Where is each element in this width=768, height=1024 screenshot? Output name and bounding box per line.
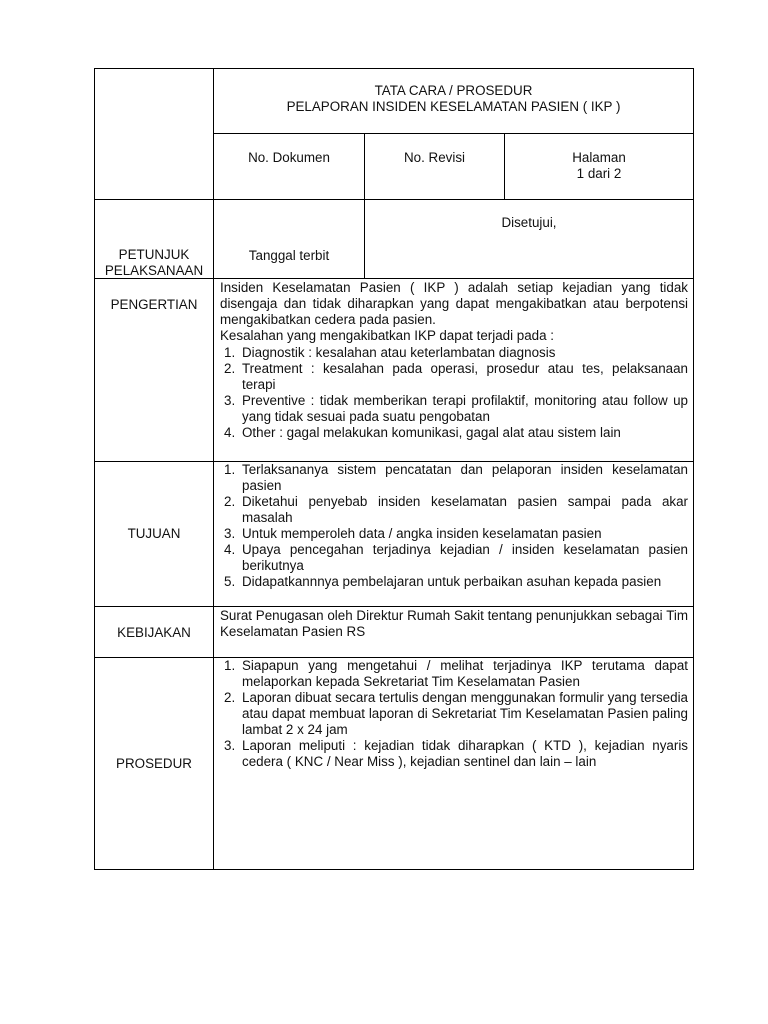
- list-item: [220, 574, 688, 590]
- section-label-petunjuk-pelaksanaan: [95, 247, 213, 279]
- list-number: 2.: [224, 494, 236, 509]
- no-revisi-label: No. Revisi: [403, 150, 466, 165]
- list-item: [220, 738, 688, 770]
- header-divider: [213, 133, 694, 134]
- table-border-bottom: [94, 869, 694, 870]
- table-border-right: [693, 68, 694, 870]
- list-number: 2.: [224, 690, 236, 705]
- list-text: Siapapun yang mengetahui / melihat terjadinya IKP terutama dapat melaporkan kepada Sekretariat Tim Keselamatan Pasien: [242, 658, 688, 689]
- list-item: [220, 658, 688, 690]
- section-label-kebijakan: KEBIJAKAN: [117, 625, 191, 640]
- list-item: [220, 361, 688, 393]
- pengertian-intro: Kesalahan yang mengakibatkan IKP dapat terjadi pada :: [220, 328, 555, 343]
- list-item: [220, 494, 688, 526]
- list-text: Treatment : kesalahan pada operasi, prosedur atau tes, pelaksanaan terapi: [242, 361, 688, 392]
- list-text: Diketahui penyebab insiden keselamatan pasien sampai pada akar masalah: [242, 494, 688, 525]
- title-line-1: TATA CARA / PROSEDUR: [374, 83, 533, 98]
- halaman-label: Halaman: [572, 150, 626, 165]
- title-line-2: PELAPORAN INSIDEN KESELAMATAN PASIEN ( IKP ): [286, 99, 621, 114]
- kebijakan-text: Surat Penugasan oleh Direktur Rumah Sakit tentang penunjukkan sebagai Tim Keselamatan Pasien RS: [220, 608, 688, 639]
- tujuan-list: [220, 462, 688, 590]
- list-item: [220, 526, 688, 542]
- tujuan-bottom-border: [94, 606, 694, 607]
- list-number: 3.: [224, 393, 236, 408]
- list-text: Diagnostik : kesalahan atau keterlambatan diagnosis: [242, 345, 556, 360]
- pengertian-content: [220, 280, 688, 344]
- table-border-left: [94, 68, 95, 870]
- label-column-divider: [213, 68, 214, 870]
- table-border-top: [94, 68, 694, 69]
- list-item: [220, 425, 688, 441]
- list-number: 1.: [224, 658, 236, 673]
- section-label-prosedur: PROSEDUR: [116, 756, 192, 771]
- list-text: Laporan dibuat secara tertulis dengan menggunakan formulir yang tersedia atau dapat membuat laporan di Sekretariat Tim Keselamatan Pasien paling lambat 2 x 24 jam: [242, 690, 688, 737]
- pengertian-list: [220, 345, 688, 441]
- list-text: Preventive : tidak memberikan terapi profilaktif, monitoring atau follow up yang tidak sesuai pada suatu pengobatan: [242, 393, 688, 424]
- list-number: 3.: [224, 738, 236, 753]
- list-item: [220, 345, 688, 361]
- list-number: 1.: [224, 462, 236, 477]
- petunjuk-label: PETUNJUK: [118, 247, 190, 262]
- no-dokumen-label: No. Dokumen: [248, 150, 330, 165]
- list-item: [220, 393, 688, 425]
- disetujui-label: Disetujui,: [501, 215, 557, 230]
- list-number: 3.: [224, 526, 236, 541]
- pelaksanaan-label: PELAKSANAAN: [104, 263, 204, 278]
- list-number: 5.: [224, 574, 236, 589]
- list-number: 4.: [224, 425, 236, 440]
- list-number: 2.: [224, 361, 236, 376]
- list-item: [220, 542, 688, 574]
- pengertian-definition: Insiden Keselamatan Pasien ( IKP ) adalah setiap kejadian yang tidak disengaja dan tidak diharapkan yang dapat mengakibatkan atau berpotensi mengakibatkan cedera pada pasien.: [220, 280, 688, 327]
- list-text: Laporan meliputi : kejadian tidak diharapkan ( KTD ), kejadian nyaris cedera ( KNC / Near Miss ), kejadian sentinel dan lain – lain: [242, 738, 688, 769]
- list-item: [220, 462, 688, 494]
- prosedur-list: [220, 658, 688, 770]
- section-label-pengertian: PENGERTIAN: [110, 297, 198, 312]
- list-number: 1.: [224, 345, 236, 360]
- list-text: Other : gagal melakukan komunikasi, gagal alat atau sistem lain: [242, 425, 621, 440]
- list-number: 4.: [224, 542, 236, 557]
- list-text: Terlaksananya sistem pencatatan dan pelaporan insiden keselamatan pasien: [242, 462, 688, 493]
- document-title: [214, 82, 693, 116]
- header-bottom-border: [94, 199, 694, 200]
- list-text: Upaya pencegahan terjadinya kejadian / insiden keselamatan pasien berikutnya: [242, 542, 688, 573]
- tanggal-terbit-label: Tanggal terbit: [248, 248, 330, 263]
- section-label-tujuan: TUJUAN: [127, 526, 181, 541]
- list-text: Untuk memperoleh data / angka insiden keselamatan pasien: [242, 526, 602, 541]
- halaman-value: 1 dari 2: [576, 166, 622, 181]
- list-item: [220, 690, 688, 738]
- list-text: Didapatkannnya pembelajaran untuk perbaikan asuhan kepada pasien: [242, 574, 662, 589]
